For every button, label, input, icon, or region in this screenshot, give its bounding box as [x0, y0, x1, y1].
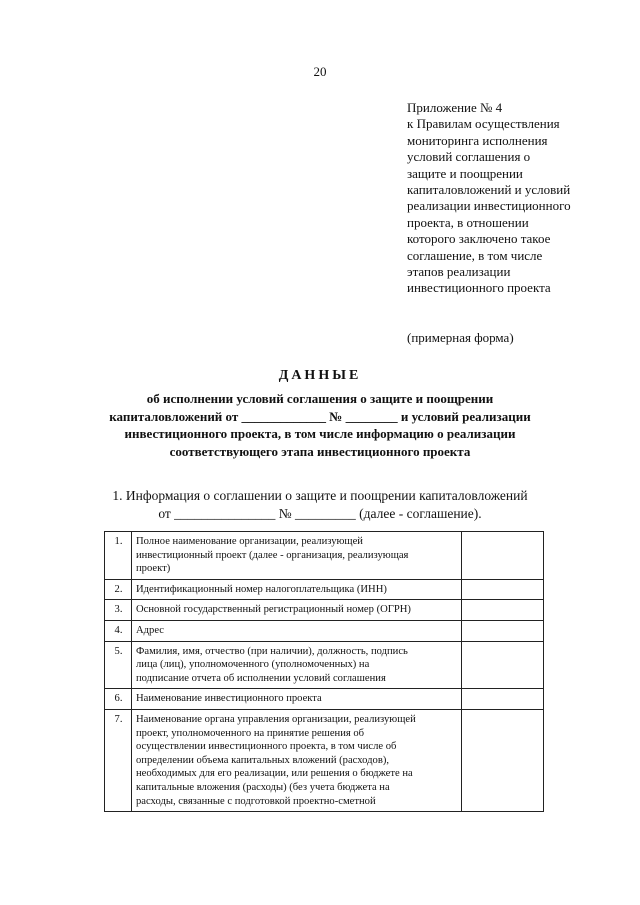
document-subtitle [100, 390, 540, 460]
row-label [132, 689, 462, 710]
row-number: 2. [105, 579, 132, 600]
document-title: ДАННЫЕ [278, 368, 362, 383]
row-number: 6. [105, 689, 132, 710]
table-row [105, 641, 544, 689]
row-label [132, 579, 462, 600]
row-value-cell[interactable] [462, 532, 544, 580]
row-label [132, 709, 462, 811]
subtitle-line: соответствующего этапа инвестиционного проекта [169, 443, 471, 459]
annex-line: мониторинга исполнения [407, 132, 548, 148]
row-label-line: расходы, связанные с подготовкой проектно-сметной [136, 795, 376, 807]
row-label-line: Полное наименование организации, реализующей [136, 536, 363, 547]
subtitle-line: инвестиционного проекта, в том числе информацию о реализации [124, 426, 516, 441]
row-label-line: проект, уполномоченного на принятие решения об [136, 727, 365, 739]
row-label-line: необходимых для его реализации, или решения о бюджете на [136, 768, 413, 780]
row-label-line: Наименование органа управления организации, реализующей [136, 713, 416, 725]
annex-line: этапов реализации [407, 264, 511, 280]
row-label-line: инвестиционный проект (далее - организация, реализующая [136, 549, 409, 561]
annex-line: которого заключено такое [407, 231, 551, 247]
row-value-cell[interactable] [462, 689, 544, 710]
row-value-cell[interactable] [462, 620, 544, 641]
table-row [105, 579, 544, 600]
annex-line: реализации инвестиционного [407, 198, 571, 214]
annex-line: Приложение № 4 [407, 100, 503, 115]
row-number: 7. [105, 709, 132, 811]
row-label-line: лица (лиц), уполномоченного (уполномоченных) на [136, 659, 370, 671]
subtitle-line: об исполнении условий соглашения о защите и поощрении [146, 391, 494, 406]
row-label-line: осуществлении инвестиционного проекта, в том числе об [136, 741, 397, 753]
annex-line: условий соглашения о [407, 149, 531, 165]
annex-line: проекта, в отношении [407, 214, 529, 230]
table-row [105, 532, 544, 580]
agreement-info-table [104, 531, 544, 812]
row-label [132, 641, 462, 689]
row-label-line: Основной государственный регистрационный номер (ОГРН) [136, 604, 411, 616]
row-label-line: подписание отчета об исполнении условий соглашения [136, 672, 386, 684]
section-heading-line: от _______________ № _________ (далее - соглашение). [158, 506, 482, 521]
table-row [105, 689, 544, 710]
annex-line: инвестиционного проекта [407, 280, 551, 296]
section-heading-line: 1. Информация о соглашении о защите и поощрении капиталовложений [112, 488, 528, 503]
annex-line: соглашение, в том числе [407, 247, 543, 263]
row-label-line: проект) [136, 563, 171, 575]
table-row [105, 620, 544, 641]
row-value-cell[interactable] [462, 641, 544, 689]
section-heading [80, 487, 560, 523]
row-label-line: Идентификационный номер налогоплательщика (ИНН) [136, 583, 387, 595]
sample-form-note: (примерная форма) [407, 330, 514, 345]
row-label-line: Адрес [136, 624, 165, 636]
row-number: 3. [105, 600, 132, 621]
annex-line: защите и поощрении [407, 165, 523, 181]
row-label-line: капитальные вложения (расходы) (без учета бюджета на [136, 781, 390, 793]
annex-line: капиталовложений и условий [407, 182, 571, 198]
row-number: 1. [105, 532, 132, 580]
row-value-cell[interactable] [462, 600, 544, 621]
row-label-line: определении объема капитальных вложений (расходов), [136, 754, 389, 766]
row-label-line: Фамилия, имя, отчество (при наличии), должность, подпись [136, 645, 408, 657]
row-label [132, 532, 462, 580]
row-label [132, 600, 462, 621]
page-number: 20 [313, 64, 327, 79]
row-value-cell[interactable] [462, 579, 544, 600]
row-label [132, 620, 462, 641]
subtitle-line: капиталовложений от _____________ № ________ и условий реализации [109, 408, 531, 424]
row-number: 5. [105, 641, 132, 689]
annex-line: к Правилам осуществления [407, 116, 560, 132]
row-label-line: Наименование инвестиционного проекта [136, 693, 322, 705]
table-row [105, 709, 544, 811]
annex-block [407, 100, 607, 297]
row-value-cell[interactable] [462, 709, 544, 811]
row-number: 4. [105, 620, 132, 641]
table-row [105, 600, 544, 621]
